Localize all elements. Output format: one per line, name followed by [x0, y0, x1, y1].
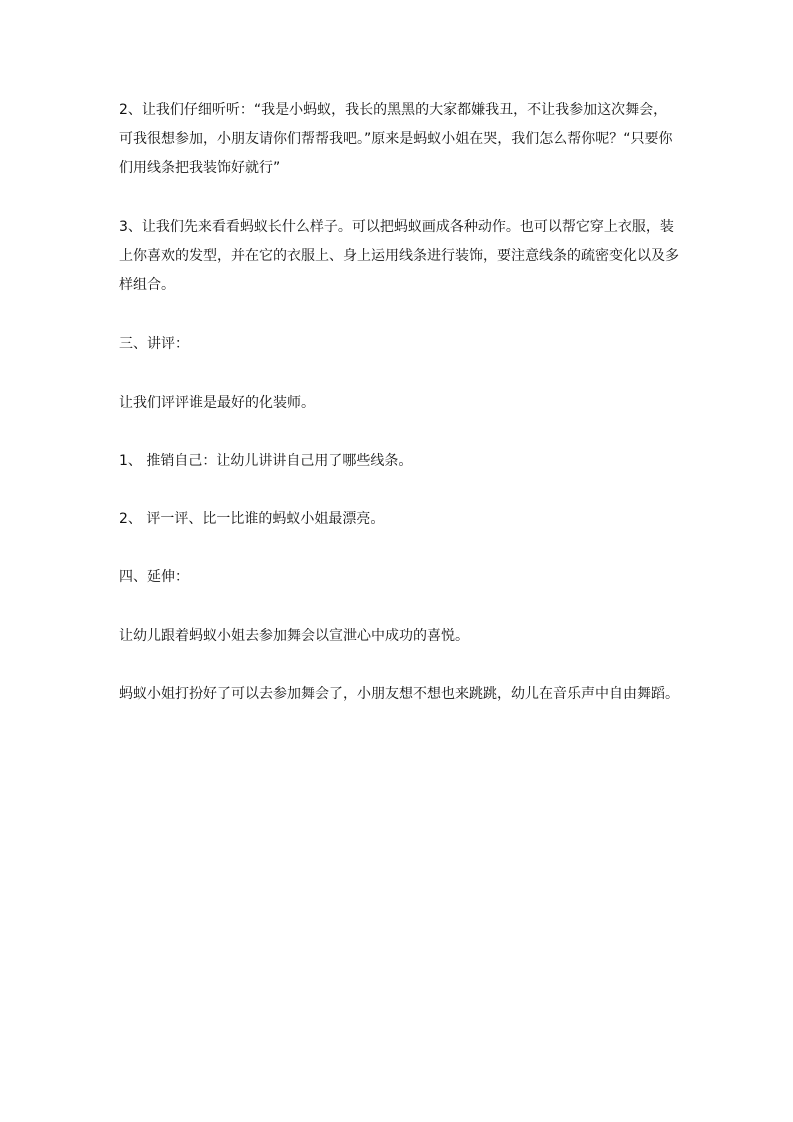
list-item-compare	[119, 505, 689, 534]
list-item-self-promote	[119, 447, 689, 476]
text-line: 让我们评评谁是最好的化装师。	[119, 395, 315, 411]
text-line: 上你喜欢的发型，并在它的衣服上、身上运用线条进行装饰，要注意线条的疏密变化以及多	[119, 248, 679, 264]
text-line: 样组合。	[119, 277, 175, 293]
text-line: 2、让我们仔细听听：“我是小蚂蚁，我长的黑黑的大家都嫌我丑，不让我参加这次舞会，	[119, 102, 668, 118]
text-line: 蚂蚁小姐打扮好了可以去参加舞会了，小朋友想不想也来跳跳，幼儿在音乐声中自由舞蹈。	[119, 686, 679, 702]
heading-text: 四、延伸：	[119, 569, 189, 585]
section-heading-extension	[119, 563, 689, 592]
paragraph-review-intro	[119, 389, 689, 418]
text-line: 1、 推销自己：让幼儿讲讲自己用了哪些线条。	[119, 453, 413, 469]
paragraph-listen-to-ant	[119, 96, 689, 183]
paragraph-extension-dance	[119, 622, 689, 651]
paragraph-observe-ant	[119, 213, 689, 300]
text-line: 们用线条把我装饰好就行”	[119, 160, 281, 176]
text-line: 可我很想参加，小朋友请你们帮帮我吧。”原来是蚂蚁小姐在哭，我们怎么帮你呢？“只要你	[119, 131, 673, 147]
heading-text: 三、讲评：	[119, 336, 189, 352]
section-heading-review	[119, 330, 689, 359]
text-line: 让幼儿跟着蚂蚁小姐去参加舞会以宣泄心中成功的喜悦。	[119, 628, 469, 644]
text-line: 3、让我们先来看看蚂蚁长什么样子。可以把蚂蚁画成各种动作。也可以帮它穿上衣服，装	[119, 219, 674, 235]
paragraph-free-dance	[119, 680, 689, 709]
text-line: 2、 评一评、比一比谁的蚂蚁小姐最漂亮。	[119, 511, 385, 527]
